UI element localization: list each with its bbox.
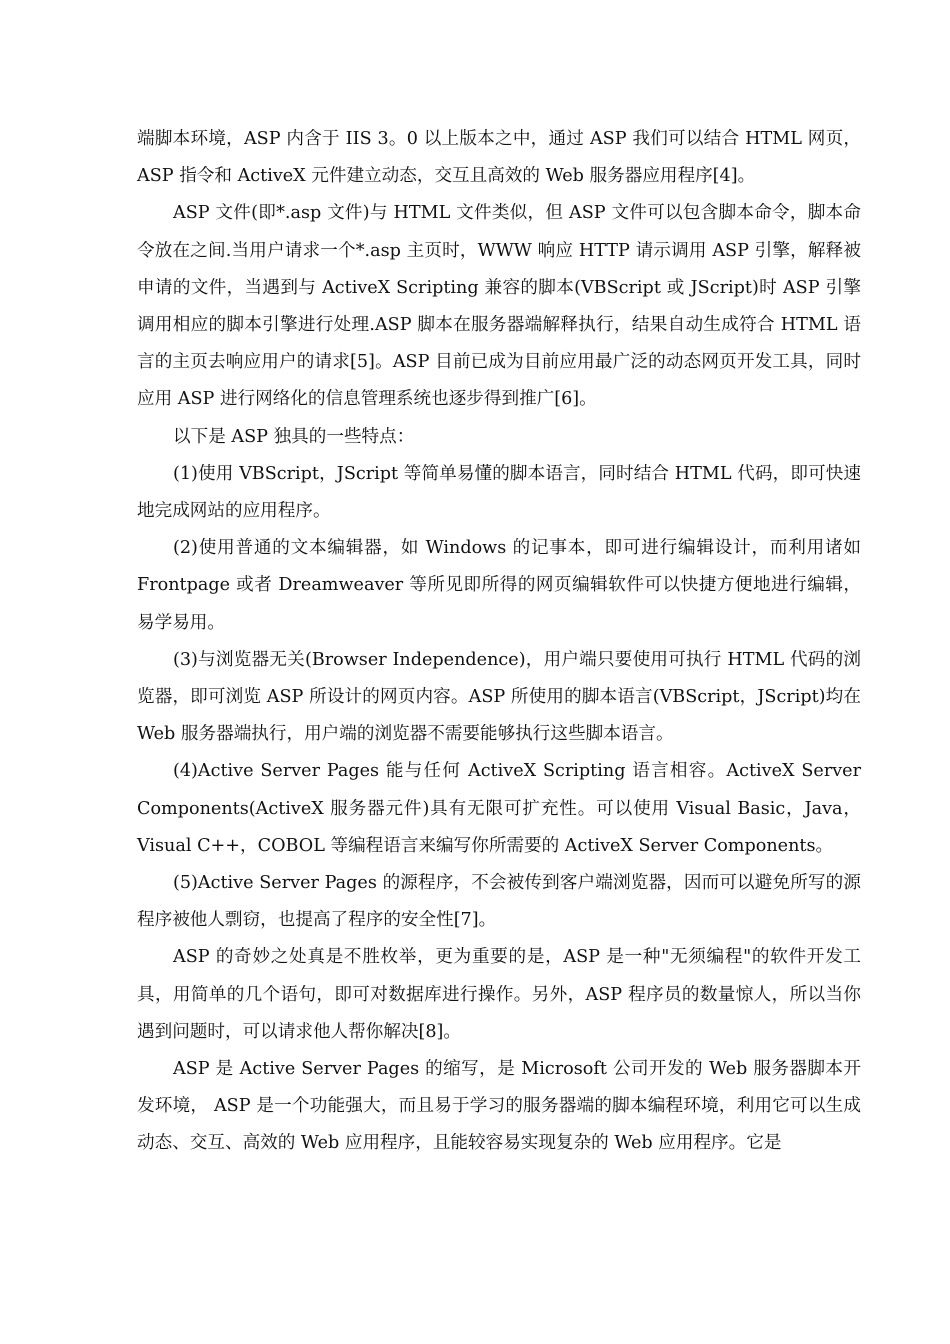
paragraph-5: (2)使用普通的文本编辑器，如 Windows 的记事本，即可进行编辑设计，而利用诸如 Frontpage 或者 Dreamweaver 等所见即所得的网页编辑软件可以快捷方便地进行编辑，易学易用。 [137,538,861,633]
body-text [137,121,861,1163]
paragraph-8: (5)Active Server Pages 的源程序，不会被传到客户端浏览器，因而可以避免所写的源程序被他人剽窃，也提高了程序的安全性[7]。 [137,873,861,931]
paragraph-3: 以下是 ASP 独具的一些特点： [173,426,415,447]
paragraph-10: ASP 是 Active Server Pages 的缩写，是 Microsoft 公司开发的 Web 服务器脚本开发环境， ASP 是一个功能强大，而且易于学习的服务器端的脚本编程环境，利用它可以生成动态、交互、高效的 Web 应用程序，且能较容易实现复杂的 Web 应用程序。它是 [137,1059,861,1154]
paragraph-4: (1)使用 VBScript，JScript 等简单易懂的脚本语言，同时结合 HTML 代码，即可快速地完成网站的应用程序。 [137,463,861,522]
paragraph-9: ASP 的奇妙之处真是不胜枚举，更为重要的是，ASP 是一种"无须编程"的软件开发工具，用简单的几个语句，即可对数据库进行操作。另外，ASP 程序员的数量惊人，所以当你遇到问题时，可以请求他人帮你解决[8]。 [137,947,861,1042]
paragraph-6: (3)与浏览器无关(Browser Independence)，用户端只要使用可执行 HTML 代码的浏览器，即可浏览 ASP 所设计的网页内容。ASP 所使用的脚本语言(VBScript，JScript)均在 Web 服务器端执行，用户端的浏览器不需要能够执行这些脚本语言。 [137,649,861,745]
paragraph-7: (4)Active Server Pages 能与任何 ActiveX Scripting 语言相容。ActiveX Server Components(ActiveX 服务器元件)具有无限可扩充性。可以使用 Visual Basic，Java，Visual C++，COBOL 等编程语言来编写你所需要的 ActiveX Server Components。 [137,761,861,856]
paragraph-1: 端脚本环境，ASP 内含于 IIS 3。0 以上版本之中，通过 ASP 我们可以结合 HTML 网页，ASP 指令和 ActiveX 元件建立动态，交互且高效的 Web 服务器应用程序[4]。 [137,129,861,187]
paragraph-2: ASP 文件(即*.asp 文件)与 HTML 文件类似，但 ASP 文件可以包含脚本命令，脚本命令放在之间.当用户请求一个*.asp 主页时，WWW 响应 HTTP 请示调用 ASP 引擎，解释被申请的文件，当遇到与 ActiveX Scripting 兼容的脚本(VBScript 或 JScript)时 ASP 引擎调用相应的脚本引擎进行处理.ASP 脚本在服务器端解释执行，结果自动生成符合 HTML 语言的主页去响应用户的请求[5]。ASP 目前已成为目前应用最广泛的动态网页开发工具，同时应用 ASP 进行网络化的信息管理系统也逐步得到推广[6]。 [137,203,861,410]
